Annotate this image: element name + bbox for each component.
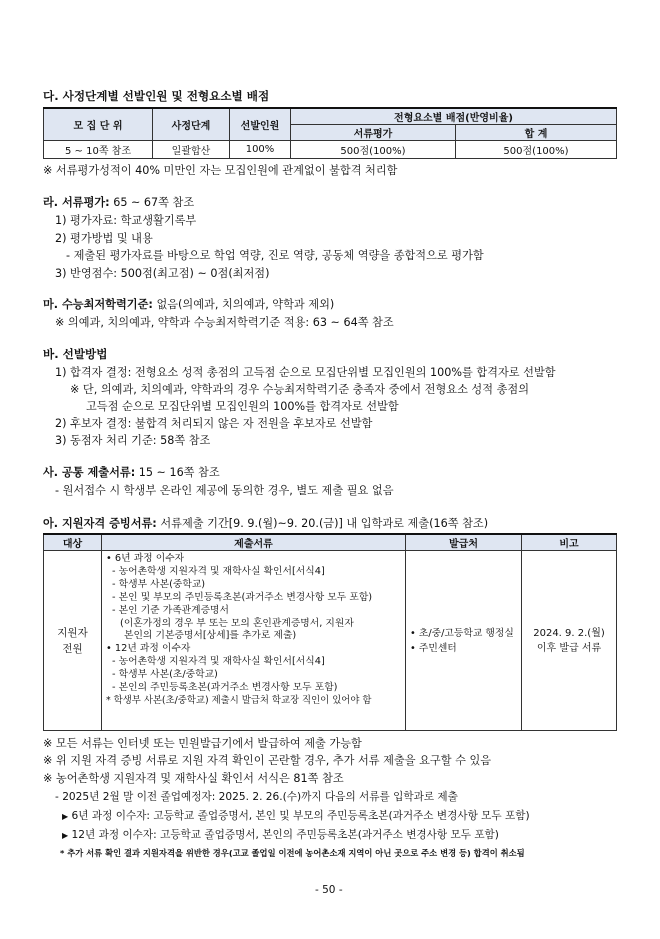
remark-line1: 2024. 9. 2.(월) — [533, 627, 605, 639]
section-r-line4: 3) 반영점수: 500점(최고점) ~ 0점(최저점) — [55, 267, 270, 280]
section-b-line5: 3) 동점자 처리 기준: 58쪽 참조 — [55, 434, 211, 447]
doc-line: * 학생부 사본(초/중학교) 제출시 발급처 학교장 직인이 있어야 함 — [106, 694, 372, 706]
section-a-rest: 서류제출 기간[9. 9.(월)~9. 20.(금)] 내 입학과로 제출(16쪽 참조) — [156, 517, 489, 530]
section-s-heading — [43, 464, 220, 480]
cell-docs — [102, 551, 406, 731]
grad-sub1-text: 6년 과정 이수자: 고등학교 졸업증명서, 본인 및 부모의 주민등록초본(과거주소 변경사항 모두 포함) — [71, 810, 530, 822]
grad-sub2-text: 12년 과정 이수자: 고등학교 졸업증명서, 본인의 주민등록초본(과거주소 변경사항 모두 포함) — [71, 829, 499, 841]
cell-remark — [522, 551, 617, 731]
selection-table — [43, 107, 617, 159]
section-a-note1: ※ 모든 서류는 인터넷 또는 민원발급기에서 발급하여 제출 가능함 — [43, 737, 362, 750]
cell-doc-eval: 500점(100%) — [291, 141, 456, 159]
section-s-ref: 15 ~ 16쪽 참조 — [135, 466, 220, 479]
section-b-title: 바. 선발방법 — [43, 347, 108, 361]
th-unit: 모 집 단 위 — [44, 108, 153, 141]
th-factor-group: 전형요소별 배점(반영비율) — [291, 108, 617, 125]
section-r-line3: - 제출된 평가자료를 바탕으로 학업 역량, 진로 역량, 공동체 역량을 종합적으로 평가함 — [66, 249, 484, 262]
page-number: - 50 - — [315, 884, 343, 896]
th-doc-eval: 서류평가 — [291, 125, 456, 141]
doc-line: 본인의 기본증명서[상세]를 추가로 제출) — [124, 630, 297, 642]
target-line1: 지원자 — [57, 626, 88, 639]
section-r-line1: 1) 평가자료: 학교생활기록부 — [55, 214, 197, 227]
section-r-line2: 2) 평가방법 및 내용 — [55, 232, 153, 245]
cell-target — [44, 551, 102, 731]
section-d-title: 다. 사정단계별 선발인원 및 전형요소별 배점 — [43, 89, 270, 103]
section-r-title: 라. 서류평가: — [43, 196, 110, 209]
section-a-note2: ※ 위 지원 자격 증빙 서류로 지원 자격 확인이 곤란할 경우, 추가 서류 제출을 요구할 수 있음 — [43, 754, 492, 767]
section-b-line2: ※ 단, 의예과, 치의예과, 약학과의 경우 수능최저학력기준 충족자 중에서 전형요소 성적 총점의 — [70, 383, 530, 396]
cell-unit: 5 ~ 10쪽 참조 — [44, 141, 153, 159]
doc-line: - 본인 및 부모의 주민등록초본(과거주소 변경사항 모두 포함) — [112, 591, 373, 603]
section-r-heading — [43, 194, 194, 210]
th-count: 선발인원 — [230, 108, 291, 141]
target-line2: 전원 — [62, 642, 83, 655]
section-r-ref: 65 ~ 67쪽 참조 — [109, 196, 195, 209]
section-s-title: 사. 공통 제출서류: — [43, 466, 136, 479]
cell-issuer — [406, 551, 522, 731]
section-m-rest: 없음(의예과, 치의예과, 약학과 제외) — [152, 298, 335, 311]
doc-line: - 본인의 주민등록초본(과거주소 변경사항 모두 포함) — [112, 682, 338, 694]
cell-count: 100% — [230, 141, 291, 159]
section-a-heading — [43, 515, 488, 531]
doc-line: - 농어촌학생 지원자격 및 재학사실 확인서[서식4] — [112, 565, 325, 577]
section-s-line1: - 원서접수 시 학생부 온라인 제공에 동의한 경우, 별도 제출 필요 없음 — [55, 484, 394, 497]
th-target: 대상 — [44, 534, 102, 551]
documents-table — [43, 533, 617, 731]
doc-line: - 학생부 사본(초/중학교) — [112, 669, 218, 681]
cell-total: 500점(100%) — [456, 141, 617, 159]
grad-sub1 — [62, 808, 530, 823]
section-m-heading — [43, 296, 334, 312]
remark-line2: 이후 발급 서류 — [536, 642, 602, 654]
triangle-bullet-icon: ▶ — [62, 812, 69, 821]
doc-line: - 본인 기준 가족관계증명서 — [112, 604, 229, 616]
section-d-note: ※ 서류평가성적이 40% 미만인 자는 모집인원에 관계없이 불합격 처리함 — [43, 164, 398, 177]
section-b-line3: 고득점 순으로 모집단위별 모집인원의 100%를 합격자로 선발함 — [86, 400, 399, 413]
cell-stage: 일괄합산 — [153, 141, 230, 159]
issuer-line: • 주민센터 — [410, 642, 457, 654]
th-docs: 제출서류 — [102, 534, 406, 551]
th-remark: 비고 — [522, 534, 617, 551]
section-m-note: ※ 의예과, 치의예과, 약학과 수능최저학력기준 적용: 63 ~ 64쪽 참조 — [55, 316, 394, 329]
th-total: 합 계 — [456, 125, 617, 141]
grad-sub2 — [62, 827, 499, 842]
section-a-note3: ※ 농어촌학생 지원자격 및 재학사실 확인서 서식은 81쪽 참조 — [43, 772, 344, 785]
th-issuer: 발급처 — [406, 534, 522, 551]
triangle-bullet-icon: ▶ — [62, 831, 69, 840]
doc-line: • 12년 과정 이수자 — [106, 643, 191, 655]
section-a-title: 아. 지원자격 증빙서류: — [43, 517, 157, 530]
warning-note: * 추가 서류 확인 결과 지원자격을 위반한 경우(고교 졸업일 이전에 농어촌소재 지역이 아닌 곳으로 주소 변경 등) 합격이 취소됨 — [60, 848, 525, 858]
issuer-line: • 초/중/고등학교 행정실 — [410, 627, 514, 639]
section-b-line1: 1) 합격자 결정: 전형요소 성적 총점의 고득점 순으로 모집단위별 모집인원의 100%를 합격자로 선발함 — [55, 366, 556, 379]
grad-note: - 2025년 2월 말 이전 졸업예정자: 2025. 2. 26.(수)까지 다음의 서류를 입학과로 제출 — [55, 791, 458, 803]
section-m-title: 마. 수능최저학력기준: — [43, 298, 153, 311]
doc-line: - 학생부 사본(중학교) — [112, 578, 206, 590]
doc-line: - 농어촌학생 지원자격 및 재학사실 확인서[서식4] — [112, 656, 325, 668]
section-b-line4: 2) 후보자 결정: 불합격 처리되지 않은 자 전원을 후보자로 선발함 — [55, 417, 373, 430]
doc-line: • 6년 과정 이수자 — [106, 553, 185, 564]
th-stage: 사정단계 — [153, 108, 230, 141]
doc-line: (이혼가정의 경우 부 또는 모의 혼인관계증명서, 지원자 — [120, 617, 354, 629]
